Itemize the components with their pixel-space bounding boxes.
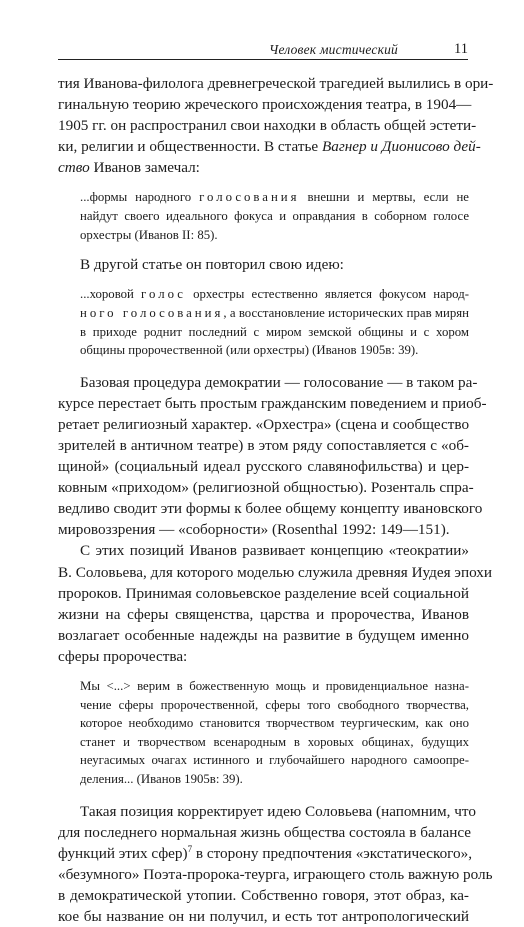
- text-run: в сторону предпочтения «экстатического»,: [192, 844, 473, 862]
- quote-line: общины пророчественной (или орхестры) (Иванов 1905в: 39).: [80, 343, 419, 358]
- article-title: ство: [58, 159, 90, 177]
- spaced-word: голосования: [199, 190, 300, 205]
- text-line: Базовая процедура демократии — голосование — в таком ра-: [80, 373, 478, 391]
- quote-line: неугасимых очагах истинного и глубочайшего народного самоопре-: [80, 753, 469, 768]
- quote-line: [58, 304, 469, 323]
- running-title: Человек мистический: [268, 42, 398, 57]
- text-line: 1905 гг. он распространил свои находки в область общей эстети-: [58, 117, 477, 135]
- page-number: 11: [454, 41, 468, 57]
- quote-line: которое необходимо становится творчеством теургическим, как оно: [80, 716, 469, 731]
- quote-line: Мы <...> верим в божественную мощь и провиденциальное назна-: [80, 679, 469, 694]
- text-line: ведливо сводит эти формы к более общему концепту ивановского: [58, 500, 483, 518]
- text-line: курсе перестает быть простым гражданским поведением и приоб-: [58, 394, 487, 412]
- quote-line: найдут своего идеального фокуса и оправдания в соборном голосе: [80, 209, 469, 224]
- text-line: ковным «приходом» (религиозной общностью). Розенталь спра-: [58, 479, 474, 497]
- text-line: пророков. Принимая соловьевское разделение всей социальной: [58, 584, 469, 602]
- spaced-word: ного голосования: [80, 305, 224, 320]
- quote-line: [58, 188, 469, 207]
- text-line: щиной» (социальный идеал русского славянофильства) и цер-: [58, 458, 469, 476]
- text-run: ...формы народного: [80, 190, 200, 205]
- text-run: орхестры естественно является фокусом народ-: [185, 287, 469, 302]
- text-run: ...хоровой: [80, 287, 142, 302]
- text-run: ки, религии и общественности. В статье: [58, 138, 322, 156]
- text-run: Иванов замечал:: [89, 159, 200, 177]
- page-body: [58, 73, 494, 927]
- text-line: [58, 843, 473, 864]
- text-line: гинальную теорию жреческого происхождения театра, в 1904—: [58, 96, 472, 114]
- text-line: жизни на сферы священства, царства и пророчества, Иванов: [58, 605, 469, 623]
- text-line: В. Соловьева, для которого моделью служила древняя Иудея эпохи: [58, 563, 493, 581]
- text-line: тия Иванова-филолога древнегреческой трагедией вылились в ори-: [58, 75, 494, 92]
- text-line: С этих позиций Иванов развивает концепцию «теократии»: [80, 542, 469, 560]
- quote-line: в приходе роднит последний с миром земской общины и с хором: [80, 324, 469, 339]
- text-line: для последнего нормальная жизнь общества состояла в балансе: [58, 823, 471, 841]
- text-line: Такая позиция корректирует идею Соловьева (напомним, что: [80, 802, 476, 820]
- quote-line: орхестры (Иванов II: 85).: [80, 227, 218, 242]
- text-line: [58, 136, 481, 157]
- footnote-marker: 7: [187, 843, 193, 854]
- text-line: [58, 157, 469, 178]
- quote-line: [58, 285, 469, 304]
- text-line: мировоззрения — «соборности» (Rosenthal 1992: 149—151).: [58, 521, 450, 539]
- running-header: [58, 40, 468, 60]
- text-line: ретает религиозный характер. «Орхестра» (сцена и сообщество: [58, 415, 470, 433]
- text-line: сферы пророчества:: [58, 647, 188, 665]
- text-line: зрителей в античном театре) в этом ряду сопоставляется с «об-: [58, 437, 469, 454]
- header-rule: [58, 59, 468, 60]
- quote-line: деления... (Иванов 1905в: 39).: [80, 772, 243, 786]
- article-title: Вагнер и Дионисово дей-: [321, 138, 481, 156]
- spaced-word: голос: [141, 287, 186, 302]
- text-run: функций этих сфер): [58, 844, 188, 862]
- text-line: «безумного» Поэта-пророка-теурга, играющего столь важную роль: [58, 865, 493, 883]
- quote-line: чение сферы пророчественной, сферы того свободного творчества,: [80, 697, 469, 712]
- text-line: возлагает особенные надежды на развитие в будущем именно: [58, 626, 469, 644]
- text-line: В другой статье он повторил свою идею:: [80, 256, 344, 274]
- quote-line: станет и творчеством всенародным в хоровых общинах, будущих: [80, 734, 469, 749]
- text-run: , а восстановление исторических прав мирян: [223, 305, 469, 320]
- text-run: внешни и мертвы, если не: [299, 190, 469, 205]
- text-line: в демократической утопии. Собственно говоря, этот образ, ка-: [58, 886, 469, 904]
- text-line: кое бы название он ни получил, и есть тот антропологический: [58, 908, 469, 926]
